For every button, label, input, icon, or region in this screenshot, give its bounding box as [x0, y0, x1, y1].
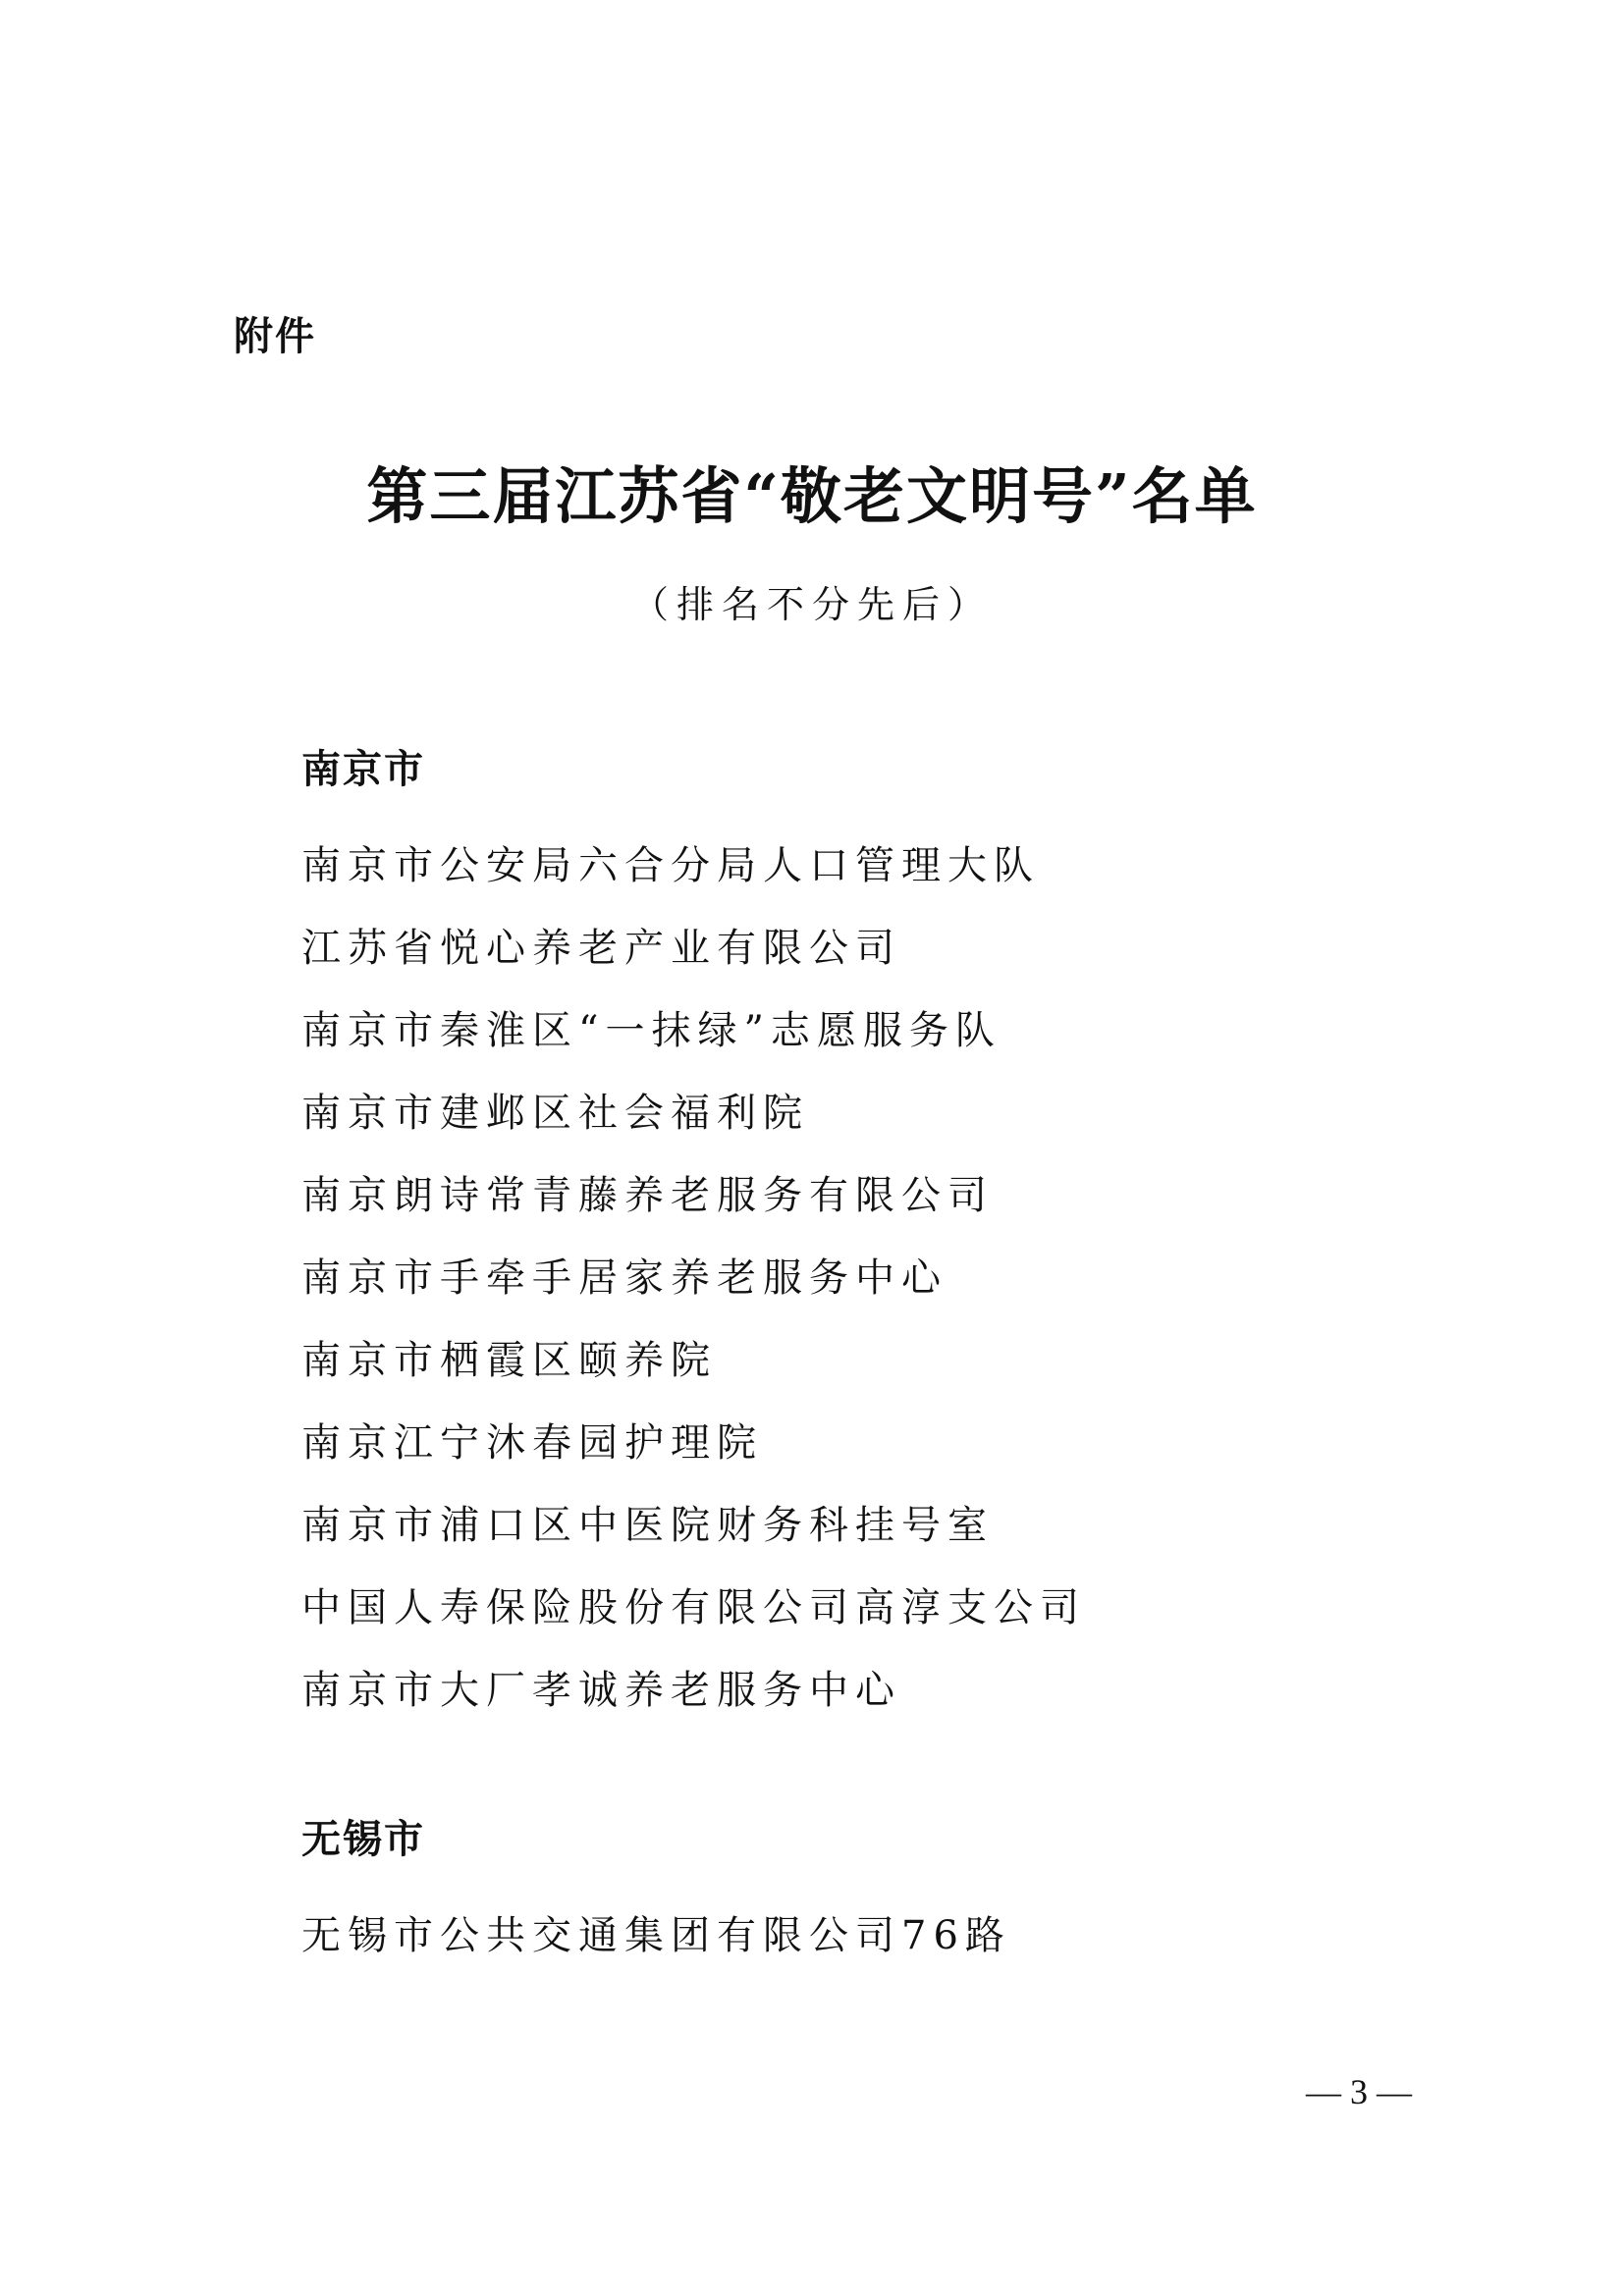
- list-item: 中国人寿保险股份有限公司高淳支公司: [301, 1585, 1086, 1630]
- list-item: 江苏省悦心养老产业有限公司: [301, 926, 901, 971]
- list-item: 南京市秦淮区“一抹绿”志愿服务队: [301, 1008, 1001, 1053]
- section-heading: 无锡市: [301, 1817, 425, 1862]
- document-title: 第三届江苏省“敬老文明号”名单: [366, 460, 1258, 532]
- list-item: 南京市公安局六合分局人口管理大队: [301, 843, 1040, 888]
- list-item: 南京市栖霞区颐养院: [301, 1338, 717, 1383]
- list-item: 南京市建邺区社会福利院: [301, 1091, 809, 1136]
- attachment-label: 附件: [234, 314, 316, 359]
- list-item: 南京朗诗常青藤养老服务有限公司: [301, 1173, 994, 1218]
- document-subtitle: （排名不分先后）: [630, 583, 993, 626]
- page-number: — 3 —: [1306, 2072, 1412, 2111]
- list-item: 南京江宁沐春园护理院: [301, 1420, 763, 1466]
- list-item: 无锡市公共交通集团有限公司76路: [301, 1913, 1011, 1958]
- list-item: 南京市大厂孝诚养老服务中心: [301, 1668, 901, 1713]
- list-item: 南京市手牵手居家养老服务中心: [301, 1255, 947, 1301]
- list-item: 南京市浦口区中医院财务科挂号室: [301, 1503, 994, 1548]
- section-wuxi: [301, 1812, 1011, 1977]
- section-nanjing: [301, 742, 1086, 1732]
- section-heading: 南京市: [301, 747, 425, 792]
